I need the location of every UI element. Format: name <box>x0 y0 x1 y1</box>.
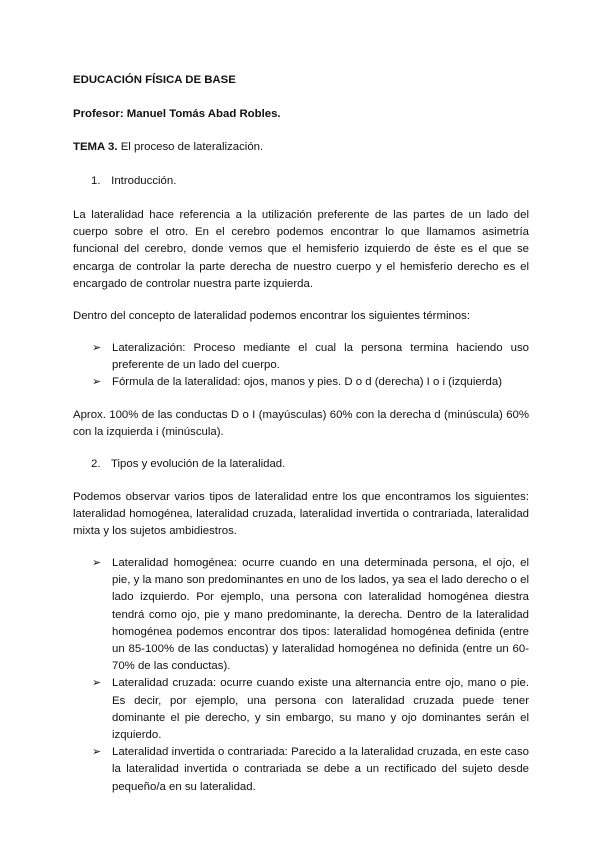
list-item-text: Lateralización: Proceso mediante el cual la persona termina haciendo uso preferente de un lado del cuerpo. <box>112 342 529 372</box>
professor-line: Profesor: Manuel Tomás Abad Robles. <box>73 108 281 120</box>
types-list <box>92 555 529 796</box>
arrow-bullet-icon: ➢ <box>92 677 102 690</box>
list-item-text: Fórmula de la lateralidad: ojos, manos y pies. D o d (derecha) I o i (izquierda) <box>112 376 502 389</box>
list-item <box>92 340 529 374</box>
list-item <box>92 744 529 796</box>
section-number: 1. <box>91 175 101 187</box>
section-title: Introducción. <box>111 175 177 187</box>
terms-list <box>92 340 529 392</box>
arrow-bullet-icon: ➢ <box>92 557 102 569</box>
section-title: Tipos y evolución de la lateralidad. <box>110 458 286 470</box>
arrow-bullet-icon: ➢ <box>92 376 102 389</box>
list-item-text: Lateralidad homogénea: ocurre cuando en una determinada persona, el ojo, el pie, y la mano son predominantes en uno de los lados, ya sea el lado derecho o el lado izquierdo. Por ejemplo, una persona con lateralidad homogénea diestra tendrá como ojo, pie y mano predominante, la derecha. Dentro de la lateralidad homogénea podemos encontrar dos tipos: lateralidad homogénea definida (entre un 85-100% de las conductas) y lateralidad homogénea no definida (entre un 60-70% de las conductas). <box>112 557 529 673</box>
list-item <box>92 374 529 391</box>
arrow-bullet-icon: ➢ <box>92 746 102 759</box>
list-item <box>92 555 529 675</box>
list-item-text: Lateralidad cruzada: ocurre cuando existe una alternancia entre ojo, mano o pie. Es decir, por ejemplo, una persona con lateralidad cruzada puede tener dominante el pie derecho, y sin embargo, su mano y ojo dominantes serán el izquierdo. <box>112 677 529 742</box>
list-item <box>92 675 529 744</box>
arrow-bullet-icon: ➢ <box>92 342 102 354</box>
types-intro-paragraph: Podemos observar varios tipos de lateralidad entre los que encontramos los siguientes: lateralidad homogénea, lateralidad cruzada, lateralidad invertida o contrariada, lateralidad mixta y los sujetos ambidiestros. <box>73 491 529 538</box>
intro-paragraph: La lateralidad hace referencia a la utilización preferente de las partes de un lado del cuerpo sobre el otro. En el cerebro podemos encontrar lo que llamamos asimetría funcional del cerebro, donde vemos que el hemisferio izquierdo de éste es el que se encarga de controlar la parte derecha de nuestro cuerpo y el hemisferio derecho es el encargado de controlar nuestra parte izquierda. <box>73 209 529 290</box>
tema-line <box>73 139 529 156</box>
tema-label: TEMA 3. <box>73 141 118 153</box>
document-title: EDUCACIÓN FÍSICA DE BASE <box>73 74 236 86</box>
terms-intro: Dentro del concepto de lateralidad podemos encontrar los siguientes términos: <box>73 310 471 322</box>
section-number: 2. <box>91 458 101 470</box>
aprox-paragraph: Aprox. 100% de las conductas D o I (mayúsculas) 60% con la derecha d (minúscula) 60% con la izquierda i (minúscula). <box>73 409 529 439</box>
section-heading-2 <box>91 456 285 473</box>
list-item-text: Lateralidad invertida o contrariada: Parecido a la lateralidad cruzada, en este caso la lateralidad invertida o contrariada se debe a un rectificado del sujeto desde pequeño/a en su lateralidad. <box>112 746 529 793</box>
tema-text: El proceso de lateralización. <box>120 141 264 153</box>
section-heading-1 <box>91 173 176 190</box>
